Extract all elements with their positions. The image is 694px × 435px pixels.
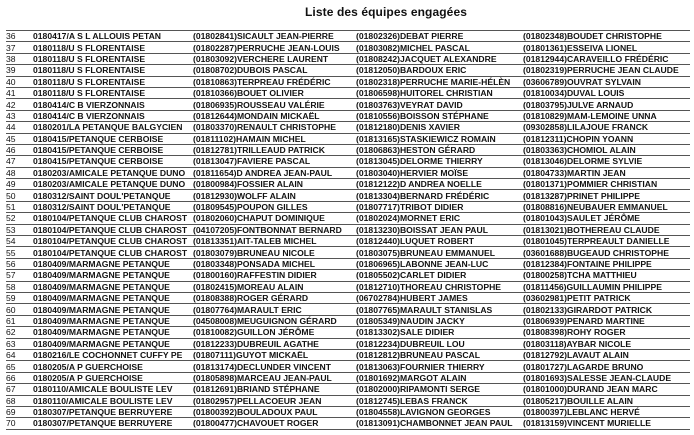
player-2-cell: (01804558)LAVIGNON GEORGES <box>355 406 522 417</box>
player-2-cell: (01803040)HERVIER MOÏSE <box>355 167 522 178</box>
player-3-cell: (03601688)BUGEAUD CHRISTOPHE <box>522 247 690 258</box>
team-number: 63 <box>6 338 32 349</box>
player-1-cell: (01802841)SICAULT JEAN-PIERRE <box>192 31 355 42</box>
player-3-cell: (01802133)GIRARDOT PATRICK <box>522 304 690 315</box>
player-2-cell: (01802000)RIPAMONTI SERGE <box>355 384 522 395</box>
team-number: 50 <box>6 190 32 201</box>
table-row <box>6 156 690 167</box>
table-row <box>6 281 690 292</box>
table-row <box>6 201 690 212</box>
player-3-cell: (01813021)BOTHEREAU CLAUDE <box>522 224 690 235</box>
team-number: 64 <box>6 349 32 360</box>
club-cell: 0180203/AMICALE PETANQUE DUNO <box>32 167 192 178</box>
table-row <box>6 395 690 406</box>
club-cell: 0180409/MARMAGNE PETANQUE <box>32 270 192 281</box>
team-number: 48 <box>6 167 32 178</box>
player-1-cell: (01812691)BRIAND STÉPHANE <box>192 384 355 395</box>
player-3-cell: (01810829)MAM-LEMOINE UNNA <box>522 110 690 121</box>
player-1-cell: (01802957)PELLACOEUR JEAN <box>192 395 355 406</box>
player-3-cell: (01802319)PERRUCHE JEAN CLAUDE <box>522 65 690 76</box>
table-row <box>6 99 690 110</box>
player-3-cell: (01812311)CHOPIN YOANN <box>522 133 690 144</box>
team-number: 46 <box>6 144 32 155</box>
player-3-cell: (01803118)AYBAR NICOLE <box>522 338 690 349</box>
table-row <box>6 361 690 372</box>
player-1-cell: (01811102)HAMAIN MICHEL <box>192 133 355 144</box>
team-number: 44 <box>6 122 32 133</box>
player-2-cell: (01803082)MICHEL PASCAL <box>355 42 522 53</box>
player-1-cell: (01811654)D ANDREA JEAN-PAUL <box>192 167 355 178</box>
table-row <box>6 31 690 42</box>
club-cell: 0180415/PETANQUE CERBOISE <box>32 144 192 155</box>
table-row <box>6 327 690 338</box>
table-row <box>6 190 690 201</box>
player-2-cell: (01806598)HUITOREL CHRISTIAN <box>355 87 522 98</box>
club-cell: 0180205/A P GUERCHOISE <box>32 372 192 383</box>
team-number: 70 <box>6 418 32 429</box>
player-2-cell: (01813091)CHAMBONNET JEAN PAUL <box>355 418 522 429</box>
table-row <box>6 372 690 383</box>
team-number: 36 <box>6 31 32 42</box>
table-row <box>6 418 690 429</box>
team-number: 68 <box>6 395 32 406</box>
player-2-cell: (01813230)BOISSAT JEAN PAUL <box>355 224 522 235</box>
player-2-cell: (01813304)BERNARD FRÉDÉRIC <box>355 190 522 201</box>
player-2-cell: (01812812)BRUNEAU PASCAL <box>355 349 522 360</box>
player-1-cell: (01808388)ROGER GÉRARD <box>192 292 355 303</box>
player-1-cell: (01800392)BOULADOUX PAUL <box>192 406 355 417</box>
club-cell: 0180415/PETANQUE CERBOISE <box>32 156 192 167</box>
club-cell: 0180203/AMICALE PETANQUE DUNO <box>32 179 192 190</box>
club-cell: 0180409/MARMAGNE PETANQUE <box>32 338 192 349</box>
player-1-cell: (01812233)DUBREUIL AGATHE <box>192 338 355 349</box>
club-cell: 0180110/AMICALE BOULISTE LEV <box>32 395 192 406</box>
player-1-cell: (01802287)PERRUCHE JEAN-LOUIS <box>192 42 355 53</box>
player-2-cell: (01807717)TRIBOT DIDIER <box>355 201 522 212</box>
team-number: 69 <box>6 406 32 417</box>
player-3-cell: (03602981)PETIT PATRICK <box>522 292 690 303</box>
team-number: 60 <box>6 304 32 315</box>
club-cell: 0180415/PETANQUE CERBOISE <box>32 133 192 144</box>
teams-table-body <box>6 31 690 430</box>
team-number: 55 <box>6 247 32 258</box>
team-number: 62 <box>6 327 32 338</box>
player-3-cell: (03606789)OUVRAT SYLVAIN <box>522 76 690 87</box>
team-number: 59 <box>6 292 32 303</box>
player-3-cell: (01813159)VINCENT MURIELLE <box>522 418 690 429</box>
table-row <box>6 213 690 224</box>
player-2-cell: (01812234)DUBREUIL LOU <box>355 338 522 349</box>
player-1-cell: (01803348)PONSADA MICHEL <box>192 258 355 269</box>
player-2-cell: (01801692)MARGOT ALAIN <box>355 372 522 383</box>
player-3-cell: (01801043)SAULET JÉRÔME <box>522 213 690 224</box>
table-row <box>6 315 690 326</box>
club-cell: 0180118/U S FLORENTAISE <box>32 53 192 64</box>
player-2-cell: (01813045)DELORME THIERRY <box>355 156 522 167</box>
table-row <box>6 270 690 281</box>
club-cell: 0180104/PETANQUE CLUB CHAROST <box>32 247 192 258</box>
player-2-cell: (01803075)BRUNEAU EMMANUEL <box>355 247 522 258</box>
table-row <box>6 65 690 76</box>
club-cell: 0180414/C B VIERZONNAIS <box>32 99 192 110</box>
table-row <box>6 53 690 64</box>
player-1-cell: (01806935)ROUSSEAU VALÉRIE <box>192 99 355 110</box>
player-1-cell: (01810082)GUILLON JÉRÔME <box>192 327 355 338</box>
player-1-cell: (01803370)RENAULT CHRISTOPHE <box>192 122 355 133</box>
club-cell: 0180205/A P GUERCHOISE <box>32 361 192 372</box>
player-2-cell: (01812440)LUQUET ROBERT <box>355 236 522 247</box>
club-cell: 0180104/PETANQUE CLUB CHAROST <box>32 213 192 224</box>
team-number: 40 <box>6 76 32 87</box>
table-row <box>6 224 690 235</box>
club-cell: 0180312/SAINT DOUL'PETANQUE <box>32 190 192 201</box>
club-cell: 0180417/A S L ALLOUIS PETAN <box>32 31 192 42</box>
player-2-cell: (01802318)PERRUCHE MARIE-HÉLÈN <box>355 76 522 87</box>
player-1-cell: (01807111)GUYOT MICKAËL <box>192 349 355 360</box>
player-3-cell: (01813287)PRINET PHILIPPE <box>522 190 690 201</box>
player-2-cell: (01813063)FOURNIER THIERRY <box>355 361 522 372</box>
team-number: 58 <box>6 281 32 292</box>
player-3-cell: (01812384)FONTAINE PHILIPPE <box>522 258 690 269</box>
team-number: 54 <box>6 236 32 247</box>
player-1-cell: (01800984)FOSSIER ALAIN <box>192 179 355 190</box>
table-row <box>6 338 690 349</box>
player-3-cell: (01803363)CHOMIOL ALAIN <box>522 144 690 155</box>
player-1-cell: (01800160)RAFFESTIN DIDIER <box>192 270 355 281</box>
team-number: 65 <box>6 361 32 372</box>
player-2-cell: (01808242)JACQUET ALEXANDRE <box>355 53 522 64</box>
player-3-cell: (09302858)LILAJOUE FRANCK <box>522 122 690 133</box>
team-number: 66 <box>6 372 32 383</box>
club-cell: 0180409/MARMAGNE PETANQUE <box>32 304 192 315</box>
club-cell: 0180409/MARMAGNE PETANQUE <box>32 258 192 269</box>
player-2-cell: (01806965)LABONNE JEAN-LUC <box>355 258 522 269</box>
club-cell: 0180110/AMICALE BOULISTE LEV <box>32 384 192 395</box>
table-row <box>6 258 690 269</box>
table-row <box>6 384 690 395</box>
player-1-cell: (01812644)MONDAIN MICKAËL <box>192 110 355 121</box>
player-2-cell: (01807765)MARAULT STANISLAS <box>355 304 522 315</box>
team-number: 49 <box>6 179 32 190</box>
player-3-cell: (01803795)JULVE ARNAUD <box>522 99 690 110</box>
player-2-cell: (01812122)D ANDREA NOELLE <box>355 179 522 190</box>
player-3-cell: (01808816)NEUBAUER EMMANUEL <box>522 201 690 212</box>
player-1-cell: (01813351)AIT-TALEB MICHEL <box>192 236 355 247</box>
table-row <box>6 133 690 144</box>
club-cell: 0180307/PETANQUE BERRUYERE <box>32 406 192 417</box>
table-row <box>6 304 690 315</box>
player-3-cell: (01801693)SALESSE JEAN-CLAUDE <box>522 372 690 383</box>
player-3-cell: (01802348)BOUDET CHRISTOPHE <box>522 31 690 42</box>
player-2-cell: (01810556)BOISSON STÉPHANE <box>355 110 522 121</box>
team-number: 56 <box>6 258 32 269</box>
team-number: 43 <box>6 110 32 121</box>
club-cell: 0180118/U S FLORENTAISE <box>32 42 192 53</box>
club-cell: 0180104/PETANQUE CLUB CHAROST <box>32 236 192 247</box>
team-number: 41 <box>6 87 32 98</box>
table-row <box>6 110 690 121</box>
player-1-cell: (04107205)FONTBONNAT BERNARD <box>192 224 355 235</box>
team-number: 51 <box>6 201 32 212</box>
player-1-cell: (01800477)CHAVOUET ROGER <box>192 418 355 429</box>
player-3-cell: (01801361)ESSEIVA LIONEL <box>522 42 690 53</box>
player-1-cell: (01813174)DECLUNDER VINCENT <box>192 361 355 372</box>
player-2-cell: (01805349)NAUDIN JACKY <box>355 315 522 326</box>
team-number: 45 <box>6 133 32 144</box>
team-number: 38 <box>6 53 32 64</box>
team-number: 39 <box>6 65 32 76</box>
team-number: 47 <box>6 156 32 167</box>
club-cell: 0180414/C B VIERZONNAIS <box>32 110 192 121</box>
page-title: Liste des équipes engagées <box>305 5 467 19</box>
club-cell: 0180409/MARMAGNE PETANQUE <box>32 327 192 338</box>
player-2-cell: (01802024)MORNET ERIC <box>355 213 522 224</box>
player-1-cell: (01807764)MARAULT ERIC <box>192 304 355 315</box>
player-2-cell: (01806863)HESTON GÉRARD <box>355 144 522 155</box>
player-1-cell: (01802060)CHAPUT DOMINIQUE <box>192 213 355 224</box>
player-2-cell: (01812050)BARDOUX ERIC <box>355 65 522 76</box>
player-2-cell: (01802326)DEBAT PIERRE <box>355 31 522 42</box>
player-2-cell: (01813302)SALE DIDIER <box>355 327 522 338</box>
club-cell: 0180104/PETANQUE CLUB CHAROST <box>32 224 192 235</box>
player-1-cell: (01802415)MOREAU ALAIN <box>192 281 355 292</box>
table-row <box>6 144 690 155</box>
player-2-cell: (01812710)THOREAU CHRISTOPHE <box>355 281 522 292</box>
player-3-cell: (01811456)GUILLAUMIN PHILIPPE <box>522 281 690 292</box>
table-row <box>6 122 690 133</box>
player-3-cell: (01806939)PENARD MARTINE <box>522 315 690 326</box>
player-2-cell: (06702784)HUBERT JAMES <box>355 292 522 303</box>
team-number: 52 <box>6 213 32 224</box>
table-row <box>6 179 690 190</box>
table-row <box>6 167 690 178</box>
club-cell: 0180118/U S FLORENTAISE <box>32 76 192 87</box>
player-2-cell: (01813165)STASKIEWICZ ROMAIN <box>355 133 522 144</box>
table-row <box>6 87 690 98</box>
player-1-cell: (04508008)MEUGUIGNON GÉRARD <box>192 315 355 326</box>
team-number: 61 <box>6 315 32 326</box>
player-3-cell: (01800397)LEBLANC HERVÉ <box>522 406 690 417</box>
club-cell: 0180409/MARMAGNE PETANQUE <box>32 281 192 292</box>
table-row <box>6 76 690 87</box>
player-1-cell: (01803079)BRUNEAU NICOLE <box>192 247 355 258</box>
player-1-cell: (01805898)MARCEAU JEAN-PAUL <box>192 372 355 383</box>
player-3-cell: (01812944)CARAVEILLO FRÉDÉRIC <box>522 53 690 64</box>
table-row <box>6 247 690 258</box>
player-1-cell: (01813047)FAVIERE PASCAL <box>192 156 355 167</box>
team-number: 37 <box>6 42 32 53</box>
club-cell: 0180409/MARMAGNE PETANQUE <box>32 292 192 303</box>
player-1-cell: (01803092)VERCHERE LAURENT <box>192 53 355 64</box>
club-cell: 0180409/MARMAGNE PETANQUE <box>32 315 192 326</box>
team-number: 67 <box>6 384 32 395</box>
player-1-cell: (01808702)DUBOIS PASCAL <box>192 65 355 76</box>
table-row <box>6 292 690 303</box>
team-number: 42 <box>6 99 32 110</box>
player-2-cell: (01812745)LEBAS FRANCK <box>355 395 522 406</box>
player-3-cell: (01810034)DUVAL LOUIS <box>522 87 690 98</box>
team-number: 53 <box>6 224 32 235</box>
table-row <box>6 236 690 247</box>
player-3-cell: (01800258)TCHA MATTHIEU <box>522 270 690 281</box>
player-2-cell: (01805502)CARLET DIDIER <box>355 270 522 281</box>
player-1-cell: (01810366)BOUET OLIVIER <box>192 87 355 98</box>
player-3-cell: (01813046)DELORME SYLVIE <box>522 156 690 167</box>
table-row <box>6 349 690 360</box>
club-cell: 0180118/U S FLORENTAISE <box>32 65 192 76</box>
player-3-cell: (01812792)LAVAUT ALAIN <box>522 349 690 360</box>
player-1-cell: (01812781)TRILLEAUD PATRICK <box>192 144 355 155</box>
player-3-cell: (01801045)TERPREAULT DANIELLE <box>522 236 690 247</box>
club-cell: 0180312/SAINT DOUL'PETANQUE <box>32 201 192 212</box>
club-cell: 0180201/LA PETANQUE BALGYCIEN <box>32 122 192 133</box>
teams-table <box>6 30 690 430</box>
player-3-cell: (01801727)LAGARDE BRUNO <box>522 361 690 372</box>
team-number: 57 <box>6 270 32 281</box>
club-cell: 0180307/PETANQUE BERRUYERE <box>32 418 192 429</box>
player-2-cell: (01812180)DENIS XAVIER <box>355 122 522 133</box>
player-1-cell: (01809545)POUPON GILLES <box>192 201 355 212</box>
club-cell: 0180216/LE COCHONNET CUFFY PE <box>32 349 192 360</box>
player-3-cell: (01801371)POMMIER CHRISTIAN <box>522 179 690 190</box>
player-1-cell: (01812930)WOLFF ALAIN <box>192 190 355 201</box>
player-3-cell: (01808398)ROHY ROGER <box>522 327 690 338</box>
player-3-cell: (01804733)MARTIN JEAN <box>522 167 690 178</box>
club-cell: 0180118/U S FLORENTAISE <box>32 87 192 98</box>
table-row <box>6 406 690 417</box>
player-2-cell: (01803763)VEYRAT DAVID <box>355 99 522 110</box>
player-1-cell: (01810863)TERPREAU FRÉDÉRIC <box>192 76 355 87</box>
player-3-cell: (01801000)DURAND JEAN MARC <box>522 384 690 395</box>
table-row <box>6 42 690 53</box>
player-3-cell: (01805217)BOUILLE ALAIN <box>522 395 690 406</box>
